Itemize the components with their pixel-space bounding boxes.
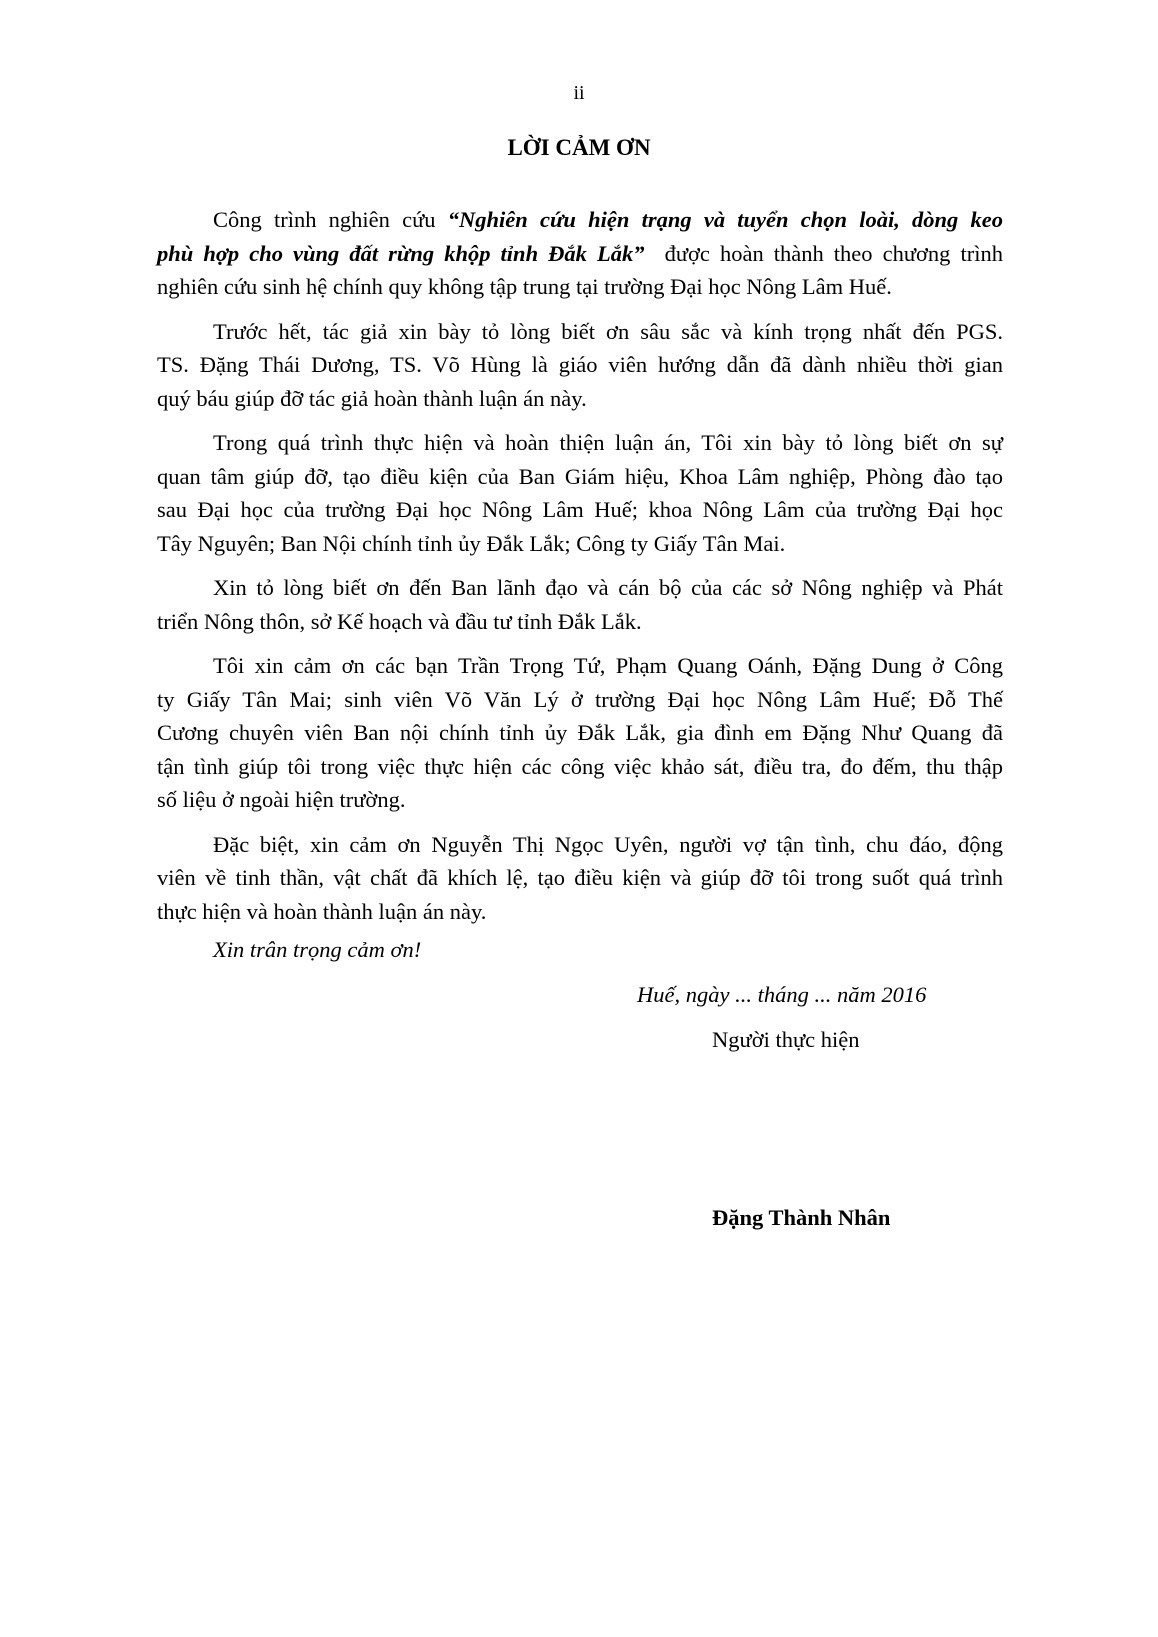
paragraph-6 [157,828,1003,929]
page-number: ii [573,82,585,104]
text: được hoàn thành theo chương trình [644,240,1003,266]
line [157,237,1003,271]
paragraph-3 [157,426,1003,560]
line: sau Đại học của trường Đại học Nông Lâm Huế; khoa Nông Lâm của trường Đại học [157,497,1003,522]
line: quan tâm giúp đỡ, tạo điều kiện của Ban Giám hiệu, Khoa Lâm nghiệp, Phòng đào tạo [157,463,1003,489]
document-body [157,203,1003,939]
signer-label: Người thực hiện [712,1027,860,1052]
line: Cương chuyên viên Ban nội chính tỉnh ủy Đắk Lắk, gia đình em Đặng Như Quang đã [157,720,1003,745]
line: tận tình giúp tôi trong việc thực hiện các công việc khảo sát, điều tra, đo đếm, thu thập [157,753,1003,779]
paragraph-2 [157,315,1003,416]
line: viên về tinh thần, vật chất đã khích lệ, tạo điều kiện và giúp đỡ tôi trong suốt quá trình [157,865,1003,890]
thesis-title: “Nghiên cứu hiện trạng và tuyển chọn loài, dòng keo [447,207,1003,232]
paragraph-5 [157,649,1003,817]
paragraph-1 [157,203,1003,304]
text: Công trình nghiên cứu [213,207,448,232]
closing-text: Xin trân trọng cảm ơn! [213,937,422,962]
line: Trước hết, tác giả xin bày tỏ lòng biết ơn sâu sắc và kính trọng nhất đến PGS. [213,318,1003,344]
line: quý báu giúp đỡ tác giả hoàn thành luận án này. [157,385,587,411]
author-name: Đặng Thành Nhân [712,1205,891,1230]
line: Đặc biệt, xin cảm ơn Nguyễn Thị Ngọc Uyên, người vợ tận tình, chu đáo, động [213,831,1003,857]
line: Tôi xin cảm ơn các bạn Trần Trọng Tứ, Phạm Quang Oánh, Đặng Dung ở Công [213,653,1003,678]
thesis-title: phù hợp cho vùng đất rừng khộp tỉnh Đắk Lắk” [157,240,645,266]
line: thực hiện và hoàn thành luận án này. [157,898,487,924]
line: số liệu ở ngoài hiện trường. [157,787,406,812]
date-line: Huế, ngày ... tháng ... năm 2016 [637,982,927,1007]
line: ty Giấy Tân Mai; sinh viên Võ Văn Lý ở trường Đại học Nông Lâm Huế; Đỗ Thế [157,686,1003,712]
line: Tây Nguyên; Ban Nội chính tỉnh ủy Đắk Lắk; Công ty Giấy Tân Mai. [157,530,786,556]
page-title: LỜI CẢM ƠN [507,135,651,160]
line: TS. Đặng Thái Dương, TS. Võ Hùng là giáo viên hướng dẫn đã dành nhiều thời gian [157,352,1003,377]
line [157,203,1003,237]
line: Trong quá trình thực hiện và hoàn thiện luận án, Tôi xin bày tỏ lòng biết ơn sự [213,430,1003,455]
line: nghiên cứu sinh hệ chính quy không tập trung tại trường Đại học Nông Lâm Huế. [157,274,892,299]
line: triển Nông thôn, sở Kế hoạch và đầu tư tỉnh Đắk Lắk. [157,608,642,634]
line: Xin tỏ lòng biết ơn đến Ban lãnh đạo và cán bộ của các sở Nông nghiệp và Phát [213,575,1003,600]
paragraph-4 [157,571,1003,638]
